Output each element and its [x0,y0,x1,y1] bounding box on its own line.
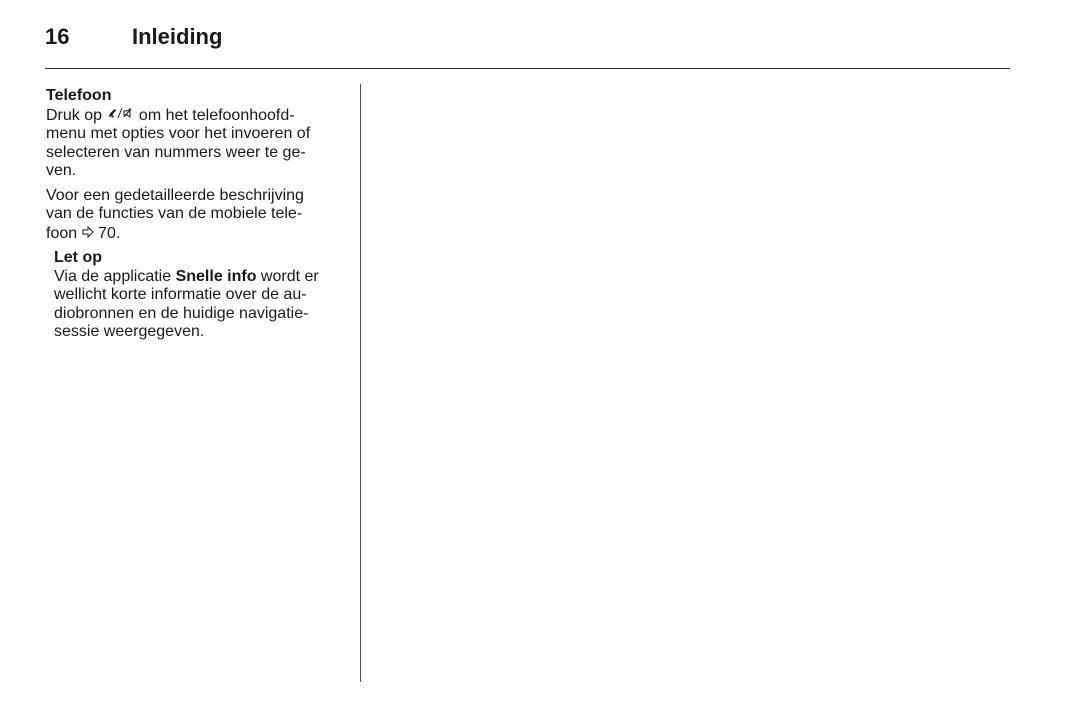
text: ven. [46,162,77,179]
phone-mute-icon [106,106,134,126]
column-divider [360,84,361,682]
text: selecteren van nummers weer te ge- [46,143,306,161]
chapter-title: Inleiding [132,24,223,49]
page-reference[interactable]: 70. [98,224,121,242]
page-reference-arrow-icon [82,224,94,243]
text: menu met opties voor het invoeren of [46,125,311,142]
text: van de functies van de mobiele tele- [46,205,303,222]
text: diobronnen en de huidige navigatie- [54,304,309,322]
app-name: Snelle info [175,267,257,285]
text: wellicht korte informatie over de au- [54,286,307,303]
text: Voor een gedetailleerde beschrijving [46,186,304,204]
note-title: Let op [54,249,102,266]
header-rule [45,68,1010,69]
paragraph-phone-menu [46,106,346,181]
paragraph-description [46,187,346,244]
page-header [45,22,1010,70]
text: Via de applicatie [54,267,176,285]
page-number: 16 [45,24,70,49]
text: wordt er [256,267,319,285]
text: om het telefoonhoofd- [134,106,295,124]
note-box [54,249,346,342]
text: foon [46,224,82,242]
text: sessie weergegeven. [54,323,205,340]
text: Druk op [46,106,103,124]
section-title: Telefoon [46,87,112,104]
left-column [46,87,346,342]
